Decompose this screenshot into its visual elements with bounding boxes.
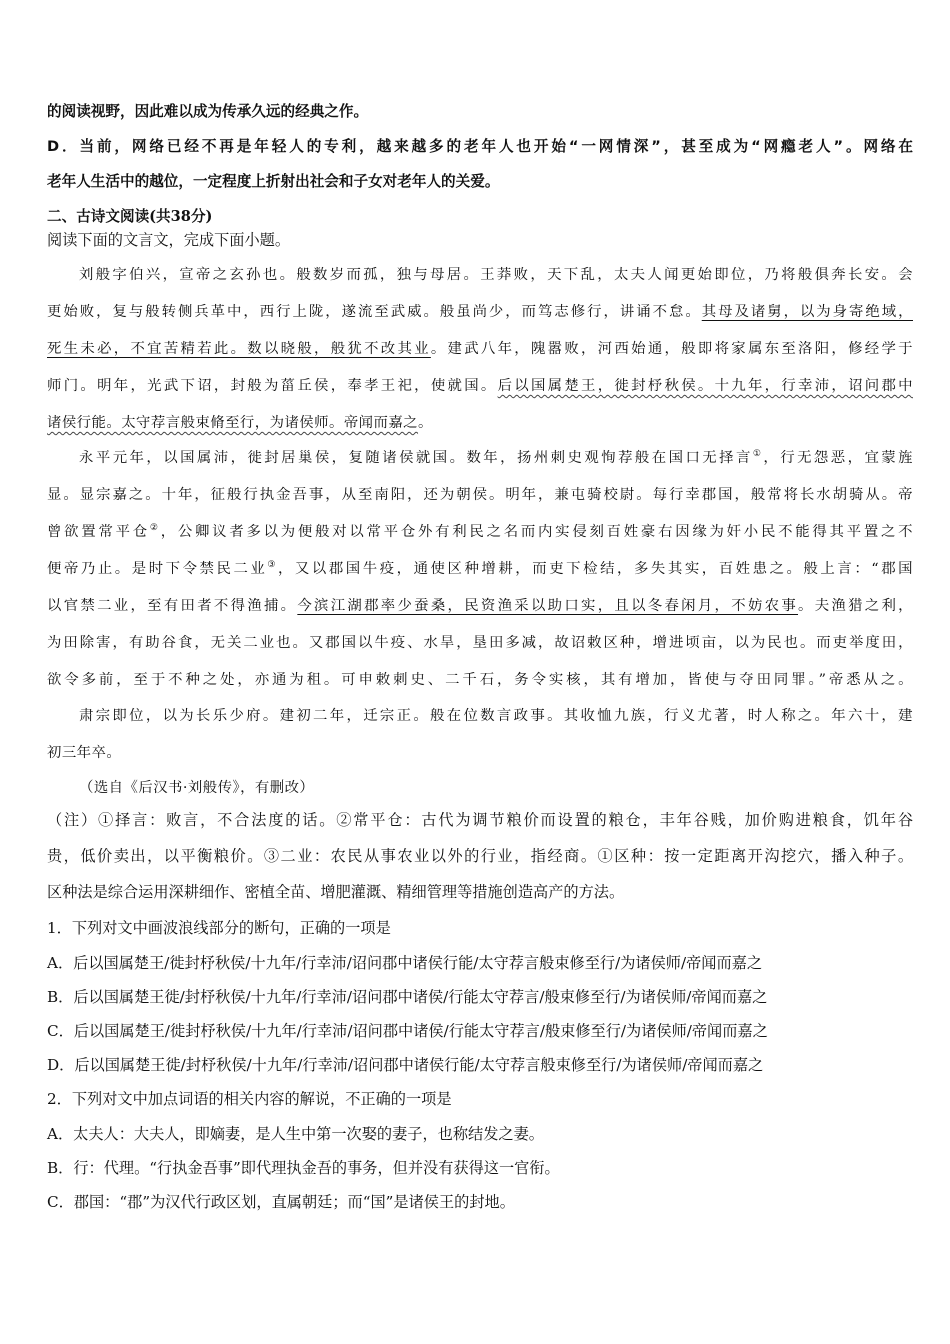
question-2-stem: 2．下列对文中加点词语的相关内容的解说，不正确的一项是 (47, 1090, 452, 1108)
wavy-underlined-text: 后以国属楚王，徙封杼秋侯。十九年，行幸沛，诏问郡中 (497, 378, 913, 394)
prev-option-tail: 的阅读视野，因此难以成为传承久远的经典之作。 (47, 103, 369, 120)
passage-p2-line7: 欲令多前，至于不种之处，亦通为租。可申敕刺史、二千石，务令实核，其有增加，皆使与夺田同罪。”帝悉从之。 (47, 672, 913, 688)
question-1-option-b: B．后以国属楚王徙/封杼秋侯/十九年/行幸沛/诏问郡中诸侯/行能太守荐言/般束修至行/为诸侯师/帝闻而嘉之 (47, 988, 768, 1006)
passage-p1-line3: 死生未必，不宜苦精若此。数以晓般，般犹不改其业。建武八年，隗嚣败，河西始通，般即将家属东至洛阳，修经学于 (47, 341, 913, 357)
wavy-underlined-text: 诸侯行能。太守荐言般束脩至行，为诸侯师。帝闻而嘉之 (47, 415, 419, 431)
section-instruction: 阅读下面的文言文，完成下面小题。 (47, 231, 290, 249)
question-1-option-d: D．后以国属楚王徙/封杼秋侯/十九年/行幸沛/诏问郡中诸侯行能/太守荐言般束修至行/为诸侯师/帝闻而嘉之 (47, 1056, 764, 1074)
question-2-option-c: C．郡国：“郡”为汉代行政区划，直属朝廷；而“国”是诸侯王的封地。 (47, 1193, 515, 1211)
passage-p2-line5: 以官禁二业，至有田者不得渔捕。今滨江湖郡率少蚕桑，民资渔采以助口实，且以冬春闲月，不妨农事。夫渔猎之利， (47, 598, 913, 614)
option-d-line1: D．当前，网络已经不再是年轻人的专利，越来越多的老年人也开始“一网情深”，甚至成为“网瘾老人”。网络在 (47, 138, 913, 155)
passage-p2-line4: 便帝乃止。是时下令禁民二业③，又以郡国牛疫，通使区种增耕，而吏下检结，多失其实，百姓患之。般上言：“郡国 (47, 560, 913, 577)
question-1-option-c: C．后以国属楚王/徙封杼秋侯/十九年/行幸沛/诏问郡中诸侯/行能太守荐言/般束修至行/为诸侯师/帝闻而嘉之 (47, 1022, 768, 1040)
passage-p3-line1: 肃宗即位，以为长乐少府。建初二年，迁宗正。般在位数言政事。其收恤九族，行义尤著，时人称之。年六十，建 (79, 708, 913, 724)
section-heading: 二、古诗文阅读(共38分) (47, 208, 213, 225)
notes-line2: 贵，低价卖出，以平衡粮价。③二业：农民从事农业以外的行业，指经商。①区种：按一定距离开沟挖穴，播入种子。 (47, 847, 913, 865)
passage-p3-line2: 初三年卒。 (47, 745, 122, 761)
passage-p1-line5: 诸侯行能。太守荐言般束脩至行，为诸侯师。帝闻而嘉之。 (47, 415, 433, 431)
question-1-option-a: A．后以国属楚王/徙封杼秋侯/十九年/行幸沛/诏问郡中诸侯行能/太守荐言般束修至行/为诸侯师/帝闻而嘉之 (47, 954, 763, 972)
question-2-option-b: B．行：代理。“行执金吾事”即代理执金吾的事务，但并没有获得这一官衔。 (47, 1159, 560, 1177)
question-2-option-a: A．太夫人：大夫人，即嫡妻，是人生中第一次娶的妻子，也称结发之妻。 (47, 1125, 544, 1143)
passage-p1-line1: 刘般字伯兴，宣帝之玄孙也。般数岁而孤，独与母居。王莽败，天下乱，太夫人闻更始即位，乃将般俱奔长安。会 (79, 267, 913, 283)
underlined-text: 死生未必，不宜苦精若此。数以晓般，般犹不改其业 (47, 341, 431, 357)
passage-source: （选自《后汉书·刘般传》，有删改） (79, 780, 315, 796)
passage-p2-line3: 曾欲置常平仓②，公卿议者多以为便般对以常平仓外有利民之名而内实侵刻百姓豪右因缘为奸小民不能得其平置之不 (47, 523, 913, 540)
question-1-stem: 1．下列对文中画波浪线部分的断句，正确的一项是 (47, 919, 391, 937)
passage-p1-line2: 更始败，复与般转侧兵革中，西行上陇，遂流至武威。般虽尚少，而笃志修行，讲诵不怠。其母及诸舅，以为身寄绝域， (47, 304, 913, 320)
underlined-text: 今滨江湖郡率少蚕桑，民资渔采以助口实，且以冬春闲月，不妨农事 (297, 598, 799, 614)
passage-p2-line1: 永平元年，以国属沛，徙封居巢侯，复随诸侯就国。数年，扬州刺史观恂荐般在国口无择言①，行无怨恶，宜蒙旌 (79, 449, 913, 466)
option-d-line2: 老年人生活中的越位，一定程度上折射出社会和子女对老年人的关爱。 (47, 173, 500, 190)
underlined-text: 其母及诸舅，以为身寄绝域， (701, 304, 913, 320)
passage-p2-line2: 显。显宗嘉之。十年，征般行执金吾事，从至南阳，还为朝侯。明年，兼屯骑校尉。每行幸郡国，般常将长水胡骑从。帝 (47, 487, 913, 503)
passage-p1-line4: 师门。明年，光武下诏，封般为菑丘侯，奉孝王祀，使就国。后以国属楚王，徙封杼秋侯。十九年，行幸沛，诏问郡中 (47, 378, 913, 394)
notes-line1: （注）①择言：败言，不合法度的话。②常平仓：古代为调节粮价而设置的粮仓，丰年谷贱，加价购进粮食，饥年谷 (47, 811, 913, 829)
notes-line3: 区种法是综合运用深耕细作、密植全苗、增肥灌溉、精细管理等措施创造高产的方法。 (47, 883, 625, 901)
passage-p2-line6: 为田除害，有助谷食，无关二业也。又郡国以牛疫、水旱，垦田多减，故诏敕区种，增进顷亩，以为民也。而吏举度田， (47, 635, 913, 651)
